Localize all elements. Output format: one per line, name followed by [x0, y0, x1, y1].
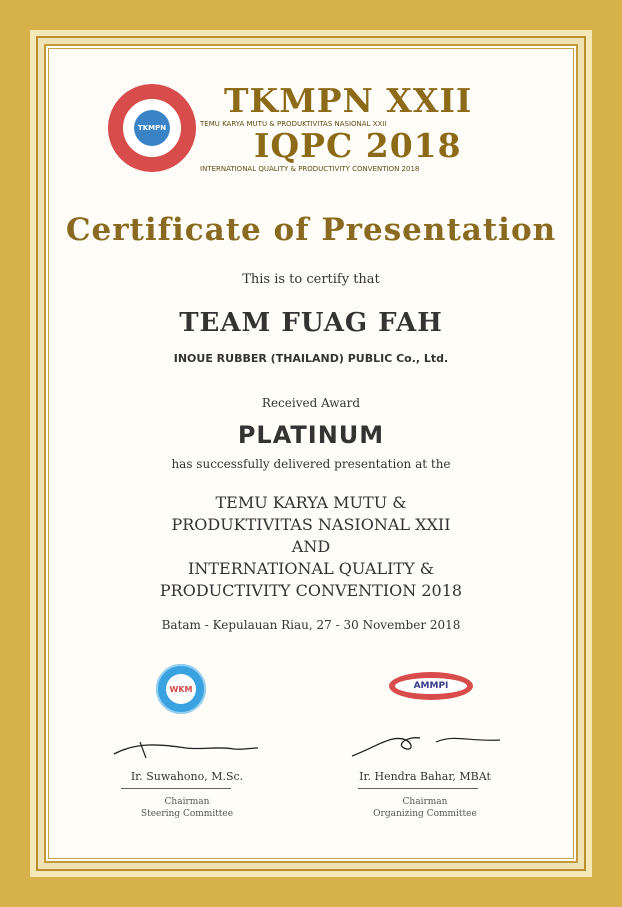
right-role-line: Organizing Committee — [373, 809, 477, 819]
event-line: AND — [291, 537, 331, 556]
event-location: Batam - Kepulauan Riau, 27 - 30 November 2018 — [161, 618, 461, 632]
subtitle-iqpc: INTERNATIONAL QUALITY & PRODUCTIVITY CONVENTION 2018 — [200, 165, 420, 173]
event-line: TEMU KARYA MUTU & — [215, 493, 407, 512]
right-signer-name: Ir. Hendra Bahar, MBAt — [359, 770, 491, 783]
right-signer-role — [330, 796, 520, 820]
ammpi-logo — [389, 672, 473, 700]
delivered-text: has successfully delivered presentation at the — [171, 457, 451, 471]
left-signer-role — [102, 796, 272, 820]
event-line: PRODUCTIVITY CONVENTION 2018 — [159, 581, 463, 600]
event-description — [0, 492, 622, 602]
received-text: Received Award — [261, 396, 361, 410]
left-signer-name: Ir. Suwahono, M.Sc. — [130, 770, 244, 783]
tkmpn-logo-center: TKMPN — [134, 110, 170, 146]
team-name: TEAM FUAG FAH — [179, 308, 443, 338]
right-signature-stroke — [352, 738, 420, 756]
left-signature-line — [121, 788, 231, 789]
title-iqpc: IQPC 2018 — [254, 126, 462, 165]
tkmpn-logo — [108, 84, 196, 172]
certify-text: This is to certify that — [242, 272, 380, 287]
left-signature — [106, 734, 266, 764]
subtitle-tkmpn: TEMU KARYA MUTU & PRODUKTIVITAS NASIONAL XXII — [200, 120, 387, 128]
event-line: PRODUKTIVITAS NASIONAL XXII — [171, 515, 451, 534]
right-role-line: Chairman — [402, 797, 448, 807]
event-line: INTERNATIONAL QUALITY & — [188, 559, 434, 578]
right-signature — [344, 726, 512, 762]
left-signature-stroke — [140, 742, 146, 758]
title-tkmpn: TKMPN XXII — [224, 81, 473, 120]
right-signature-line — [358, 788, 478, 789]
tkmpn-logo-ring — [119, 95, 185, 161]
ammpi-logo-text: AMMPI — [413, 681, 449, 691]
award-level: PLATINUM — [237, 421, 385, 449]
header-title-block — [200, 81, 530, 173]
left-signature-stroke — [114, 745, 258, 754]
right-signature-stroke — [436, 738, 500, 742]
company-name: INOUE RUBBER (THAILAND) PUBLIC Co., Ltd. — [173, 352, 449, 365]
certificate-title: Certificate of Presentation — [65, 212, 557, 248]
wkm-logo — [156, 664, 206, 714]
organization-logos — [0, 664, 622, 724]
header — [108, 81, 528, 184]
left-role-line: Steering Committee — [140, 809, 234, 819]
wkm-logo-text: WKM — [166, 674, 196, 704]
left-role-line: Chairman — [164, 797, 210, 807]
